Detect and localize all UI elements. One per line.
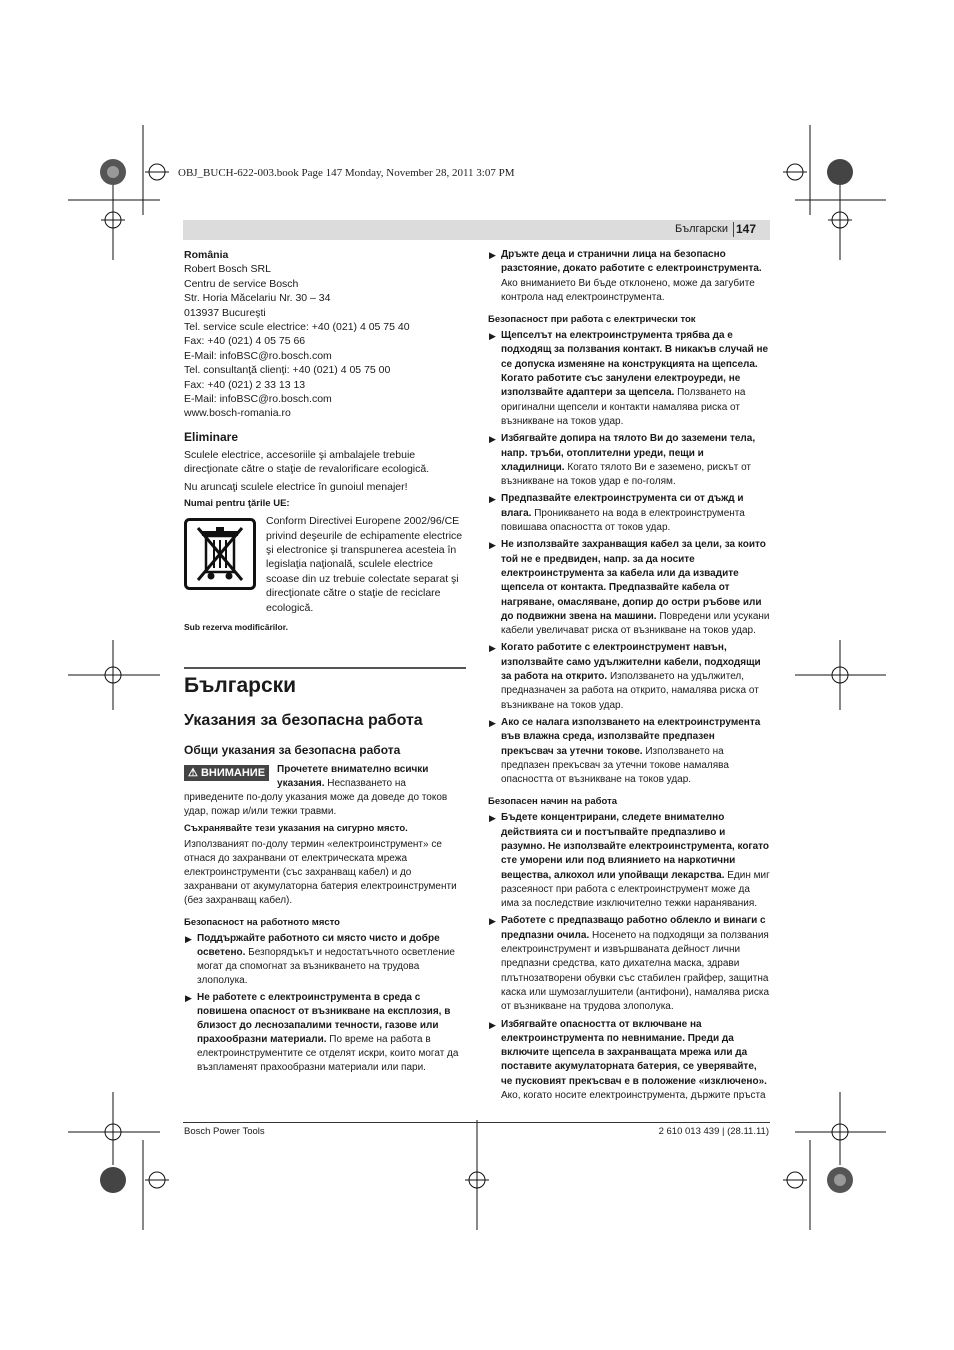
electrical-title: Безопасност при работа с електрически ток	[488, 314, 696, 326]
address-line: Tel. consultanţă clienţi: +40 (021) 4 05 75 00	[184, 364, 391, 377]
list-item	[488, 432, 770, 489]
list-item	[488, 811, 770, 911]
address-line: www.bosch-romania.ro	[184, 407, 291, 420]
list-item	[184, 991, 466, 1075]
header-language: Български	[675, 223, 728, 235]
eliminare-title: Eliminare	[184, 429, 239, 444]
address-line: 013937 Bucureşti	[184, 306, 266, 319]
warning-triangle-icon: ⚠	[188, 766, 198, 779]
list-item	[184, 932, 466, 988]
list-item	[488, 1018, 770, 1104]
address-line: Centru de service Bosch	[184, 277, 299, 290]
item-bold: Работете с предпазващо работно облекло и винаги с предпазни очила.	[501, 915, 766, 941]
bullet-arrow-icon: ▶	[489, 717, 496, 728]
item-bold: Не използвайте захранващия кабел за цели, за които той не е предвиден, напр. за да носите електроинструмента за кабела или да извадите щепсела от контакта. Предпазвайте кабела от нагряване, омасляване, допир до остри ръбове или до подвижни звена на машини.	[501, 539, 766, 622]
page-number: 147	[735, 222, 756, 236]
address-line: E-Mail: infoBSC@ro.bosch.com	[184, 393, 332, 406]
ue-title: Numai pentru ţările UE:	[184, 498, 290, 510]
address-line: Str. Horia Măcelariu Nr. 30 – 34	[184, 292, 331, 305]
header-divider	[733, 222, 734, 237]
item-text: Ако вниманието Ви бъде отклонено, може да загубите контрола над електроинструмента.	[501, 277, 755, 303]
item-bold: Щепселът на електроинструмента трябва да е подходящ за ползвания контакт. В никакъв случай не се допуска изменяне на конструкцията на щепсела. Когато работите със занулени електроуреди, не използвайте адаптери за щепсела.	[501, 330, 769, 399]
bullet-arrow-icon: ▶	[489, 331, 496, 342]
item-bold: Ако се налага използването на електроинструмента във влажна среда, използвайте предпазен прекъсвач за утечни токове.	[501, 716, 761, 757]
item-text: Проникването на вода в електроинструмента повишава опасността от токов удар.	[501, 507, 745, 534]
footer-left: Bosch Power Tools	[184, 1126, 265, 1137]
list-item	[488, 492, 770, 535]
bullet-arrow-icon: ▶	[185, 933, 192, 944]
list-item	[488, 641, 770, 712]
footer-right: 2 610 013 439 | (28.11.11)	[658, 1126, 769, 1137]
item-text: Носенето на подходящи за ползвания електроинструмент и извършваната дейност лични предпазни средства, като дихателна маска, здрави плътнозатворени обувки със стабилен грайфер, защитна каска или шумозаглушители (антифони), намалява риска от възникване на трудова злополука.	[501, 929, 770, 1013]
bullet-arrow-icon: ▶	[489, 1019, 496, 1030]
bullet-arrow-icon: ▶	[489, 643, 496, 654]
print-slug: OBJ_BUCH-622-003.book Page 147 Monday, November 28, 2011 3:07 PM	[178, 167, 515, 179]
item-text: По време на работа в електроинструментите се отделят искри, които могат да възпламенят прахообразни материали или пари.	[197, 1033, 459, 1073]
right-column	[488, 248, 770, 1103]
keep-instructions: Съхранявайте тези указания на сигурно място.	[184, 822, 408, 834]
item-text: Повредени или усукани кабели увеличават риска от възникване на токов удар.	[501, 610, 770, 637]
safe-work-title: Безопасен начин на работа	[488, 796, 618, 808]
address-line: Tel. service scule electrice: +40 (021) 4 05 75 40	[184, 321, 410, 334]
running-header	[183, 220, 770, 240]
warning-bold: Прочетете внимателно всички указания.	[277, 763, 429, 789]
weee-bin-icon	[184, 518, 256, 590]
warning-label: ВНИМАНИЕ	[200, 766, 266, 779]
item-text: Използването на удължител, предназначен за работа на открито, намалява риска от възникване на токов удар.	[501, 671, 759, 711]
list-item	[488, 914, 770, 1014]
list-item	[488, 716, 770, 787]
address-line: Robert Bosch SRL	[184, 263, 271, 276]
item-text: Когато тялото Ви е заземено, рискът от възникване на токов удар е по-голям.	[501, 461, 751, 488]
romania-title: România	[184, 249, 229, 261]
warning-badge	[184, 765, 269, 781]
bullet-arrow-icon: ▶	[489, 540, 496, 551]
item-bold: Предпазвайте електроинструмента си от дъжд и влага.	[501, 493, 744, 519]
bullet-arrow-icon: ▶	[489, 813, 496, 824]
item-bold: Бъдете концентрирани, следете внимателно действията си и постъпвайте предпазливо и разумно. Не използвайте електроинструмента, когато сте уморени или под влиянието на наркотични вещества, алкохол или упойващи лекарства.	[501, 812, 770, 881]
list-item	[488, 538, 770, 638]
bullet-arrow-icon: ▶	[489, 250, 496, 260]
item-text: Ако, когато носите електроинструмента, държите пръста	[501, 1090, 766, 1102]
bullet-arrow-icon: ▶	[489, 434, 496, 445]
item-text: Използването на предпазен прекъсвач за утечни токове намалява опасността от възникване на токов удар.	[501, 745, 729, 786]
bullet-arrow-icon: ▶	[185, 992, 192, 1003]
list-item	[488, 329, 770, 429]
item-bold: Когато работите с електроинструмент навън, използвайте само удължителни кабели, подходящи за работа на открито.	[501, 642, 761, 683]
item-bold: Избягвайте допира на тялото Ви до заземени тела, напр. тръби, отоплителни уреди, пещи и хладилници.	[501, 433, 756, 473]
footer-rule	[183, 1122, 770, 1123]
warning-text: Неспазването на приведените по-долу указания може да доведе до токов удар, пожар и/или тежки травми.	[184, 777, 448, 817]
eliminare-paragraph: Nu aruncaţi sculele electrice în gunoiul menajer!	[184, 480, 408, 493]
bulgarian-title: Български	[184, 673, 297, 697]
left-column	[184, 248, 466, 1075]
item-text: Ползването на оригинални щепсели и контакти намалява риска от възникване на токов удар.	[501, 387, 746, 427]
item-bold: Поддържайте работното си място чисто и добре осветено.	[197, 932, 440, 958]
bullet-arrow-icon: ▶	[489, 494, 496, 505]
item-bold: Не работете с електроинструмента в среда с повишена опасност от възникване на експлозия, в близост до леснозапалими течности, газове или прахообразни материали.	[197, 991, 451, 1045]
list-item	[488, 248, 770, 305]
ue-text: Conform Directivei Europene 2002/96/CE privind deşeurile de echipamente electrice şi electronice şi transpunerea acesteia în legislaţia naţională, sculele electrice scoase din uz trebuie colectate separat şi direcţionate către o staţie de reciclare ecologică.	[266, 515, 463, 614]
reserve-note: Sub rezerva modificărilor.	[184, 621, 288, 632]
item-text: Безпорядъкът и недостатъчното осветление могат да спомогнат за възникването на трудова злополука.	[197, 946, 455, 986]
term-paragraph: Използваният по-долу термин «електроинструмент» се отнася до захранвани от електрическата мрежа електроинструменти (със захранващ кабел) и до захранвани от акумулаторна батерия електроинструменти (без захранващ кабел).	[184, 838, 457, 906]
item-text: Един миг разсеяност при работа с електроинструмент може да има за последствие изключително тежки наранявания.	[501, 869, 770, 910]
item-bold: Избягвайте опасността от включване на електроинструмента по невнимание. Преди да включите щепсела в захранващата мрежа или да поставите акумулаторната батерия, се уверявайте, че пусковият прекъсвач е в положение «изключено».	[501, 1018, 767, 1087]
eliminare-paragraph: Sculele electrice, accesoriile şi ambalajele trebuie direcţionate către o staţie de revalorificare ecologică.	[184, 448, 430, 476]
general-title: Общи указания за безопасна работа	[184, 742, 401, 757]
bullet-arrow-icon: ▶	[489, 916, 496, 927]
address-line: E-Mail: infoBSC@ro.bosch.com	[184, 349, 332, 362]
safety-title: Указания за безопасна работа	[184, 711, 423, 729]
address-line: Fax: +40 (021) 4 05 75 66	[184, 335, 306, 348]
address-line: Fax: +40 (021) 2 33 13 13	[184, 378, 306, 391]
item-bold: Дръжте деца и странични лица на безопасно разстояние, докато работите с електроинструмента.	[501, 249, 762, 275]
workplace-title: Безопасност на работното място	[184, 916, 340, 928]
